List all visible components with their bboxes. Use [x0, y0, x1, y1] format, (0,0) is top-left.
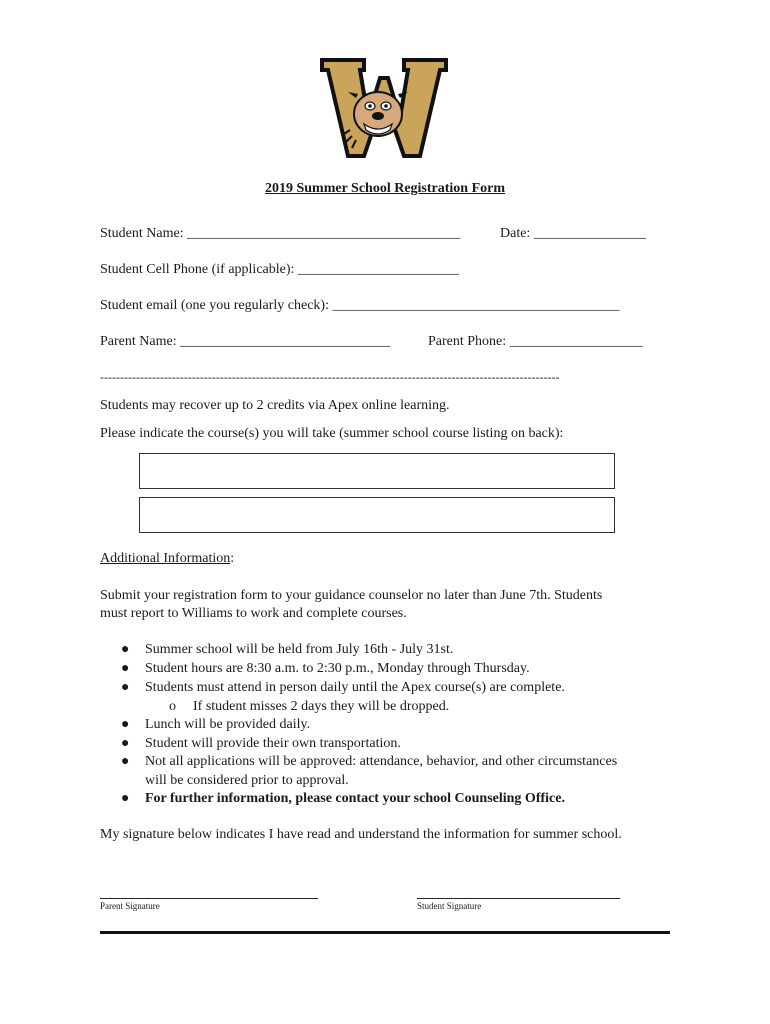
apex-recover-text: Students may recover up to 2 credits via Apex online learning.: [100, 398, 450, 413]
student-cell-phone-field[interactable]: Student Cell Phone (if applicable): _______________________: [100, 262, 459, 277]
bullet-text: Not all applications will be approved: attendance, behavior, and other circumstances: [145, 754, 618, 769]
date-field[interactable]: Date: ________________: [500, 226, 646, 241]
sub-bullet-text: If student misses 2 days they will be dropped.: [193, 699, 450, 714]
bulldog-w-logo-icon: [320, 58, 448, 160]
form-title: 2019 Summer School Registration Form: [264, 181, 506, 196]
parent-signature-line[interactable]: [100, 898, 318, 899]
bullet-text: For further information, please contact your school Counseling Office.: [145, 791, 565, 806]
course-indicate-text: Please indicate the course(s) you will take (summer school course listing on back):: [100, 426, 564, 441]
bullet-icon: ●: [121, 680, 130, 695]
bullet-icon: ●: [121, 754, 130, 769]
course-input-1[interactable]: [139, 453, 615, 489]
student-name-field[interactable]: Student Name: _______________________________________: [100, 226, 461, 241]
parent-signature-label: Parent Signature: [100, 901, 160, 911]
bullet-text: Student will provide their own transportation.: [145, 736, 401, 751]
bullet-icon: ●: [121, 661, 130, 676]
bullet-icon: ●: [121, 791, 130, 806]
sub-bullet-icon: o: [169, 699, 176, 714]
parent-name-field[interactable]: Parent Name: ______________________________: [100, 334, 391, 349]
bullet-text: Summer school will be held from July 16th - July 31st.: [145, 642, 454, 657]
student-email-field[interactable]: Student email (one you regularly check): _________________________________________: [100, 298, 620, 313]
bullet-icon: ●: [121, 717, 130, 732]
bullet-text: Student hours are 8:30 a.m. to 2:30 p.m., Monday through Thursday.: [145, 661, 530, 676]
student-signature-line[interactable]: [417, 898, 620, 899]
section-divider: -------------------------------------------------------------------------------------------------------------------: [100, 370, 560, 384]
course-input-2[interactable]: [139, 497, 615, 533]
parent-phone-field[interactable]: Parent Phone: ___________________: [428, 334, 643, 349]
bullet-text: will be considered prior to approval.: [145, 773, 349, 788]
bullet-text: Students must attend in person daily until the Apex course(s) are complete.: [145, 680, 565, 695]
school-logo: [320, 58, 448, 160]
student-signature-label: Student Signature: [417, 901, 482, 911]
additional-info-heading: [100, 551, 234, 567]
additional-info-colon: :: [230, 551, 235, 566]
bullet-icon: ●: [121, 642, 130, 657]
submit-instructions-line2: must report to Williams to work and complete courses.: [100, 606, 407, 621]
bottom-divider: [100, 931, 670, 934]
bullet-text: Lunch will be provided daily.: [145, 717, 311, 732]
additional-info-heading-text: Additional Information: [100, 551, 231, 566]
signature-statement: My signature below indicates I have read and understand the information for summer school.: [100, 827, 622, 842]
submit-instructions-line1: Submit your registration form to your guidance counselor no later than June 7th. Students: [100, 588, 603, 603]
bullet-icon: ●: [121, 736, 130, 751]
